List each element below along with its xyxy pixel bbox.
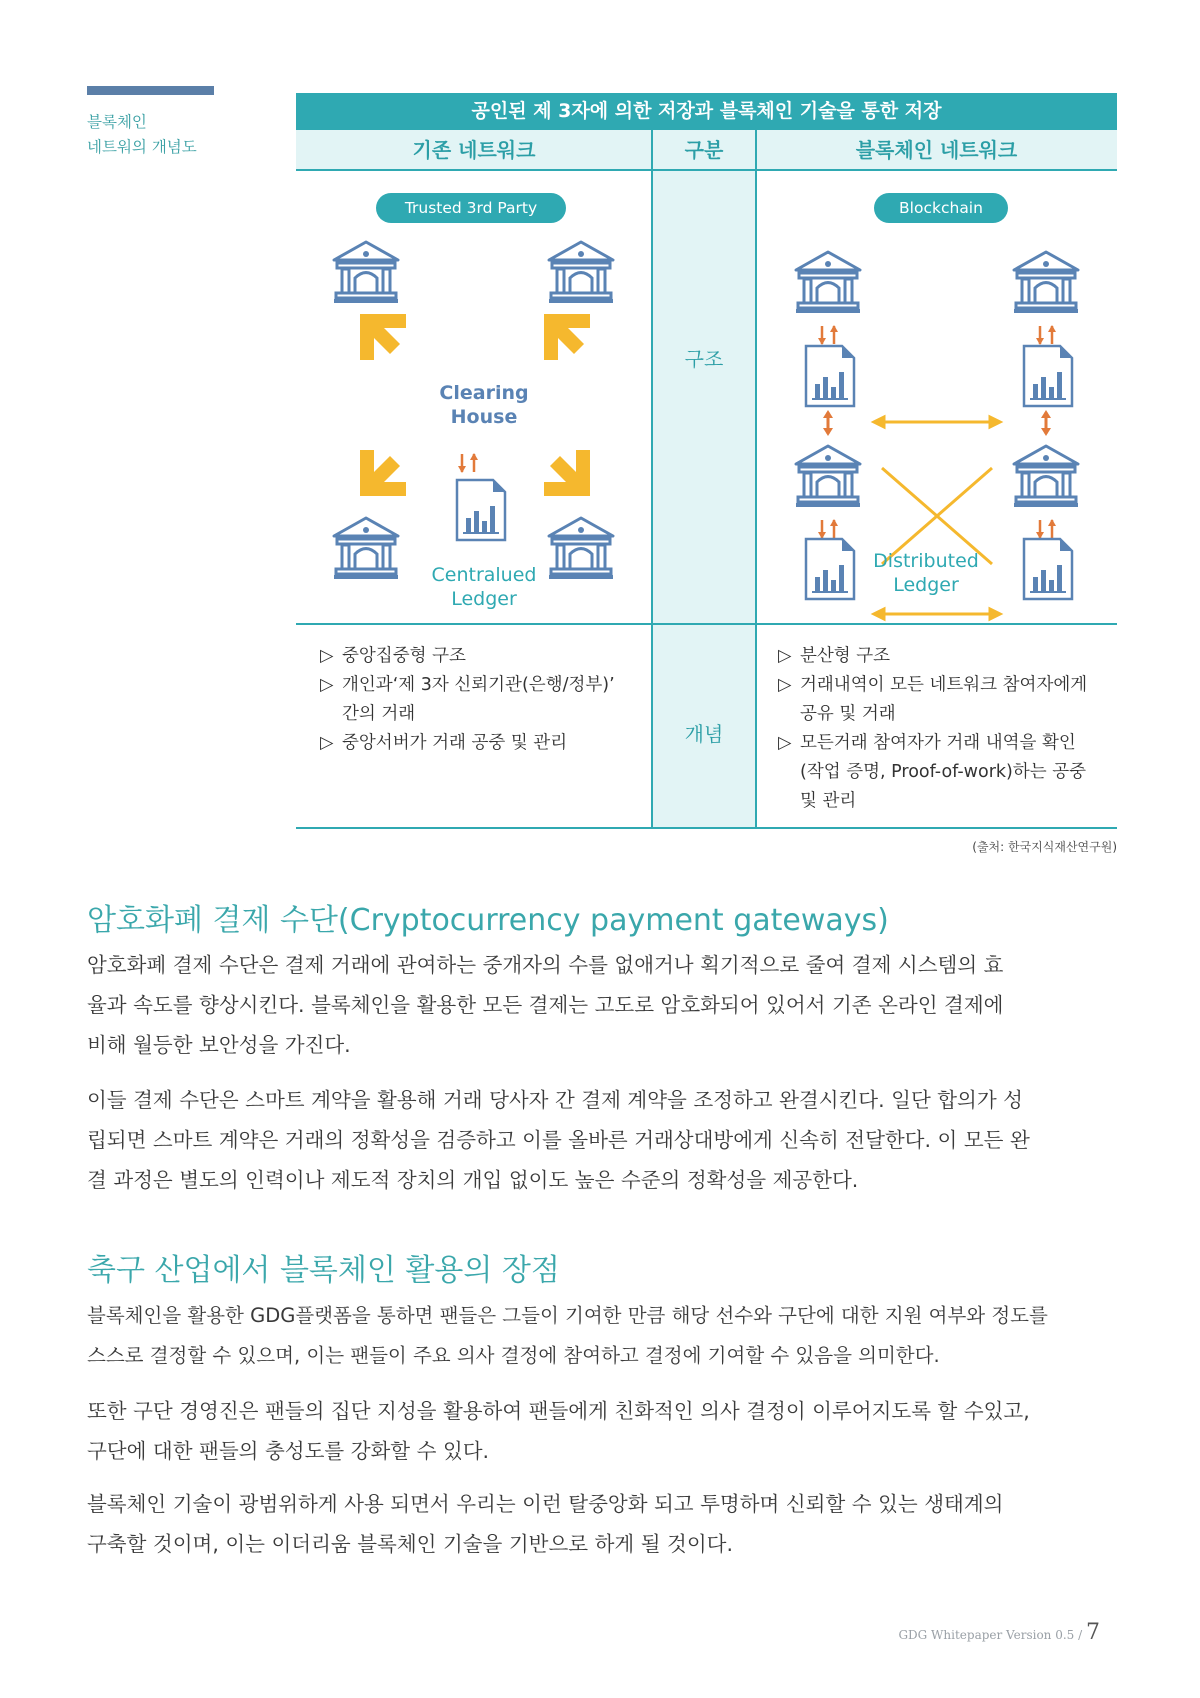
page-number: 7	[1086, 1620, 1100, 1645]
divider	[296, 827, 1117, 829]
sidebar-label	[87, 110, 197, 160]
bank-icon	[334, 518, 398, 579]
up-down-arrows-icon	[458, 453, 478, 473]
footer-text: GDG Whitepaper Version 0.5 /	[898, 1628, 1083, 1642]
col-header-category: 구분	[684, 138, 724, 162]
divider	[296, 169, 1117, 171]
up-down-arrows-icon	[1036, 519, 1056, 539]
ledger-document-icon	[457, 480, 505, 540]
table-title: 공인된 제 3자에 의한 저장과 블록체인 기술을 통한 저장	[296, 93, 1117, 130]
sidebar-label-line2: 네트워의 개념도	[87, 138, 197, 156]
distributed-ledger-label: Distributed Ledger	[873, 550, 979, 596]
comparison-table	[296, 93, 1117, 829]
blockchain-pill: Blockchain	[874, 193, 1008, 223]
ledger-document-icon	[1024, 539, 1072, 599]
list-item: ▷ 중앙집중형 구조	[320, 642, 645, 671]
list-item: ▷ 모든거래 참여자가 거래 내역을 확인 (작업 증명, Proof-of-work)하는 공중 및 관리	[778, 729, 1113, 816]
list-item: ▷ 거래내역이 모든 네트워크 참여자에게 공유 및 거래	[778, 671, 1113, 729]
up-down-arrows-icon	[818, 325, 838, 345]
centralized-ledger-label: Centralued Ledger	[431, 564, 537, 610]
bullet-triangle-icon: ▷	[320, 646, 334, 666]
trusted-third-party-pill: Trusted 3rd Party	[376, 193, 566, 223]
bank-icon	[549, 242, 613, 303]
bank-icon	[334, 242, 398, 303]
ledger-document-icon	[806, 539, 854, 599]
section-heading-payment: 암호화폐 결제 수단(Cryptocurrency payment gateways)	[87, 903, 889, 938]
existing-network-concepts	[320, 642, 645, 758]
bullet-triangle-icon: ▷	[320, 733, 334, 753]
divider	[296, 623, 1117, 625]
arrow-icon	[360, 450, 406, 496]
list-item: ▷ 분산형 구조	[778, 642, 1113, 671]
sidebar-label-line1: 블록체인	[87, 113, 147, 131]
bank-icon	[796, 446, 860, 507]
table-header-row	[296, 130, 1117, 170]
bank-icon	[1014, 446, 1078, 507]
bank-icon	[1014, 252, 1078, 313]
row-label-structure: 구조	[684, 347, 724, 371]
col-header-existing: 기존 네트워크	[412, 138, 536, 162]
page-footer	[898, 1620, 1100, 1645]
clearing-house-label: Clearing House	[439, 382, 529, 428]
bullet-triangle-icon: ▷	[778, 733, 792, 753]
source-citation: (출처: 한국지식재산연구원)	[972, 840, 1117, 854]
up-down-arrows-icon	[1036, 325, 1056, 345]
sidebar-accent-bar	[87, 86, 214, 95]
arrow-icon	[544, 314, 590, 360]
paragraph: 이들 결제 수단은 스마트 계약을 활용해 거래 당사자 간 결제 계약을 조정하고 완결시킨다. 일단 합의가 성 립되면 스마트 계약은 거래의 정확성을 검증하고 이를 올바른 거래상대방에게 신속히 전달한다. 이 모든 완 결 과정은 별도의 인력이나 제도적 장치의 개입 없이도 높은 수준의 정확성을 제공한다.	[87, 1088, 1030, 1192]
arrow-icon	[360, 314, 406, 360]
arrow-icon	[544, 450, 590, 496]
bullet-triangle-icon: ▷	[320, 675, 334, 695]
bullet-triangle-icon: ▷	[778, 675, 792, 695]
list-item: ▷ 중앙서버가 거래 공중 및 관리	[320, 729, 645, 758]
paragraph: 블록체인 기술이 광범위하게 사용 되면서 우리는 이런 탈중앙화 되고 투명하며 신뢰할 수 있는 생태계의 구축할 것이며, 이는 이더리움 블록체인 기술을 기반으로 하게 될 것이다.	[87, 1492, 1004, 1556]
paragraph: 또한 구단 경영진은 팬들의 집단 지성을 활용하여 팬들에게 친화적인 의사 결정이 이루어지도록 할 수있고, 구단에 대한 팬들의 충성도를 강화할 수 있다.	[87, 1399, 1030, 1463]
ledger-document-icon	[1024, 346, 1072, 406]
list-item: ▷ 개인과‘제 3자 신뢰기관(은행/정부)’ 간의 거래	[320, 671, 645, 729]
bank-icon	[796, 252, 860, 313]
bullet-triangle-icon: ▷	[778, 646, 792, 666]
up-down-arrows-icon	[818, 519, 838, 539]
ledger-document-icon	[806, 346, 854, 406]
paragraph: 암호화폐 결제 수단은 결제 거래에 관여하는 중개자의 수를 없애거나 획기적으로 줄여 결제 시스템의 효 율과 속도를 향상시킨다. 블록체인을 활용한 모든 결제는 고도로 암호화되어 있어서 기존 온라인 결제에 비해 월등한 보안성을 가진다.	[87, 953, 1004, 1057]
blockchain-network-concepts	[778, 642, 1113, 816]
row-label-concept: 개념	[684, 722, 724, 746]
col-header-blockchain: 블록체인 네트워크	[855, 138, 1018, 162]
paragraph: 블록체인을 활용한 GDG플랫폼을 통하면 팬들은 그들이 기여한 만큼 해당 선수와 구단에 대한 지원 여부와 정도를 스스로 결정할 수 있으며, 이는 팬들이 주요 의사 결정에 참여하고 결정에 기여할 수 있음을 의미한다.	[87, 1304, 1048, 1367]
section-heading-football: 축구 산업에서 블록체인 활용의 장점	[87, 1253, 560, 1288]
